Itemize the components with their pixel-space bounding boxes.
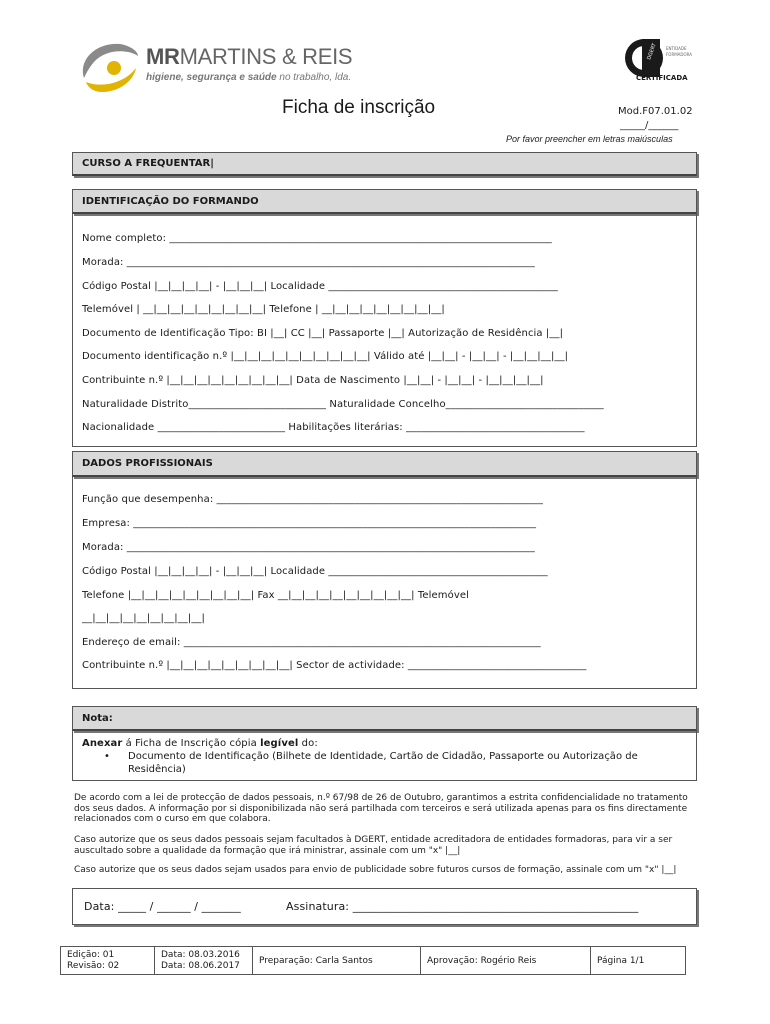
company-logo — [76, 38, 353, 96]
publicity-consent-text[interactable]: Caso autorize que os seus dados sejam usados para envio de publicidade sobre futuros cursos de formação, assinale com um "x" |__| — [74, 865, 677, 875]
id-doc-type-field[interactable]: Documento de Identificação Tipo: BI |__| CC |__| Passaporte |__| Autorização de Residência |__| — [82, 328, 564, 339]
certification-seal — [622, 36, 702, 86]
section-header-trainee: IDENTIFICAÇÃO DO FORMANDO — [72, 189, 697, 214]
dgert-seal-icon — [622, 36, 702, 86]
company-field[interactable]: Empresa: _______________________________________________________________________________ — [82, 518, 537, 529]
nationality-field[interactable]: Nacionalidade _________________________ Habilitações literárias: ___________________________________ — [82, 422, 585, 433]
prepared-by-cell: Preparação: Carla Santos — [253, 947, 421, 975]
cert-line1: ENTIDADE — [666, 46, 687, 51]
course-field[interactable]: CURSO A FREQUENTAR| — [72, 152, 697, 176]
work-postal-code-field[interactable]: Código Postal |__|__|__|__| - |__|__|__| Localidade ___________________________________________ — [82, 566, 548, 577]
id-doc-number-field[interactable]: Documento identificação n.º |__|__|__|__|__|__|__|__|__|__| Válido até |__|__| - |__|__| - |__|__|__|__| — [82, 351, 569, 362]
page-title: Ficha de inscrição — [282, 97, 436, 118]
phones-field[interactable]: Telemóvel | __|__|__|__|__|__|__|__|__| Telefone | __|__|__|__|__|__|__|__|__| — [82, 304, 445, 315]
cert-line2: FORMADORA — [666, 52, 692, 57]
phone-fax-field[interactable]: Telefone |__|__|__|__|__|__|__|__|__| Fax __|__|__|__|__|__|__|__|__|__| Telemóvel — [82, 590, 469, 601]
attach-bullet-item: • Documento de Identificação (Bilhete de Identidade, Cartão de Cidadão, Passaporte ou Autorização de Residência) — [104, 751, 638, 775]
attach-instruction: Anexar á Ficha de Inscrição cópia legível do: — [82, 738, 318, 749]
taxpayer-sector-field[interactable]: Contribuinte n.º |__|__|__|__|__|__|__|__|__| Sector de actividade: ___________________________________ — [82, 660, 587, 671]
cert-mark-text: DGERT — [646, 42, 658, 61]
logo-swoosh-icon — [76, 38, 142, 96]
mobile-field[interactable]: __|__|__|__|__|__|__|__|__| — [82, 613, 206, 624]
section-header-professional: DADOS PROFISSIONAIS — [72, 451, 697, 477]
cert-line3: CERTIFICADA — [636, 74, 688, 82]
section-header-note: Nota: — [72, 706, 697, 731]
form-code: Mod.F07.01.02 — [618, 106, 693, 117]
professional-section-body — [72, 477, 697, 689]
date-field[interactable]: Data: _____ / ______ / _______ — [84, 900, 241, 913]
role-field[interactable]: Função que desempenha: ________________________________________________________________ — [82, 494, 543, 505]
email-field[interactable]: Endereço de email: ______________________________________________________________________ — [82, 637, 541, 648]
approved-by-cell: Aprovação: Rogério Reis — [421, 947, 591, 975]
form-date-line[interactable]: _____/______ — [620, 120, 679, 131]
signature-field[interactable]: Assinatura: ___________________________________________________ — [286, 900, 639, 913]
work-address-field[interactable]: Morada: ________________________________________________________________________________ — [82, 542, 535, 553]
document-control-table — [60, 946, 686, 975]
bullet-icon: • — [104, 751, 110, 762]
brand-tagline: higiene, segurança e saúde no trabalho, lda. — [146, 72, 352, 83]
taxpayer-birth-field[interactable]: Contribuinte n.º |__|__|__|__|__|__|__|__|__| Data de Nascimento |__|__| - |__|__| - |__|__|__|__| — [82, 375, 544, 386]
data-protection-text: De acordo com a lei de protecção de dados pessoais, n.º 67/98 de 26 de Outubro, garantimos a estrita confidencialidade no tratamento dos seus dados. A informação por si disponibilizada não será partilhada com terceiros e será utilizada apenas para os fins directamente relacionados com o curso em que colabora. — [74, 793, 688, 824]
postal-code-field[interactable]: Código Postal |__|__|__|__| - |__|__|__| Localidade _____________________________________________ — [82, 281, 558, 292]
full-name-field[interactable]: Nome completo: ___________________________________________________________________________ — [82, 233, 552, 244]
page-number-cell: Página 1/1 — [591, 947, 686, 975]
brand-name: MRMARTINS & REIS — [146, 44, 353, 69]
address-field[interactable]: Morada: ________________________________________________________________________________ — [82, 257, 535, 268]
dates-cell: Data: 08.03.2016 Data: 08.06.2017 — [155, 947, 253, 975]
naturality-field[interactable]: Naturalidade Distrito___________________________ Naturalidade Concelho_______________________________ — [82, 399, 604, 410]
dgert-consent-text[interactable]: Caso autorize que os seus dados pessoais sejam facultados à DGERT, entidade acreditadora de entidades formadoras, para vir a ser auscultado sobre a qualidade da formação que irá ministrar, assinale com um "x" |__| — [74, 835, 673, 856]
edition-cell: Edição: 01 Revisão: 02 — [61, 947, 155, 975]
fill-instruction: Por favor preencher em letras maiúsculas — [506, 134, 673, 144]
